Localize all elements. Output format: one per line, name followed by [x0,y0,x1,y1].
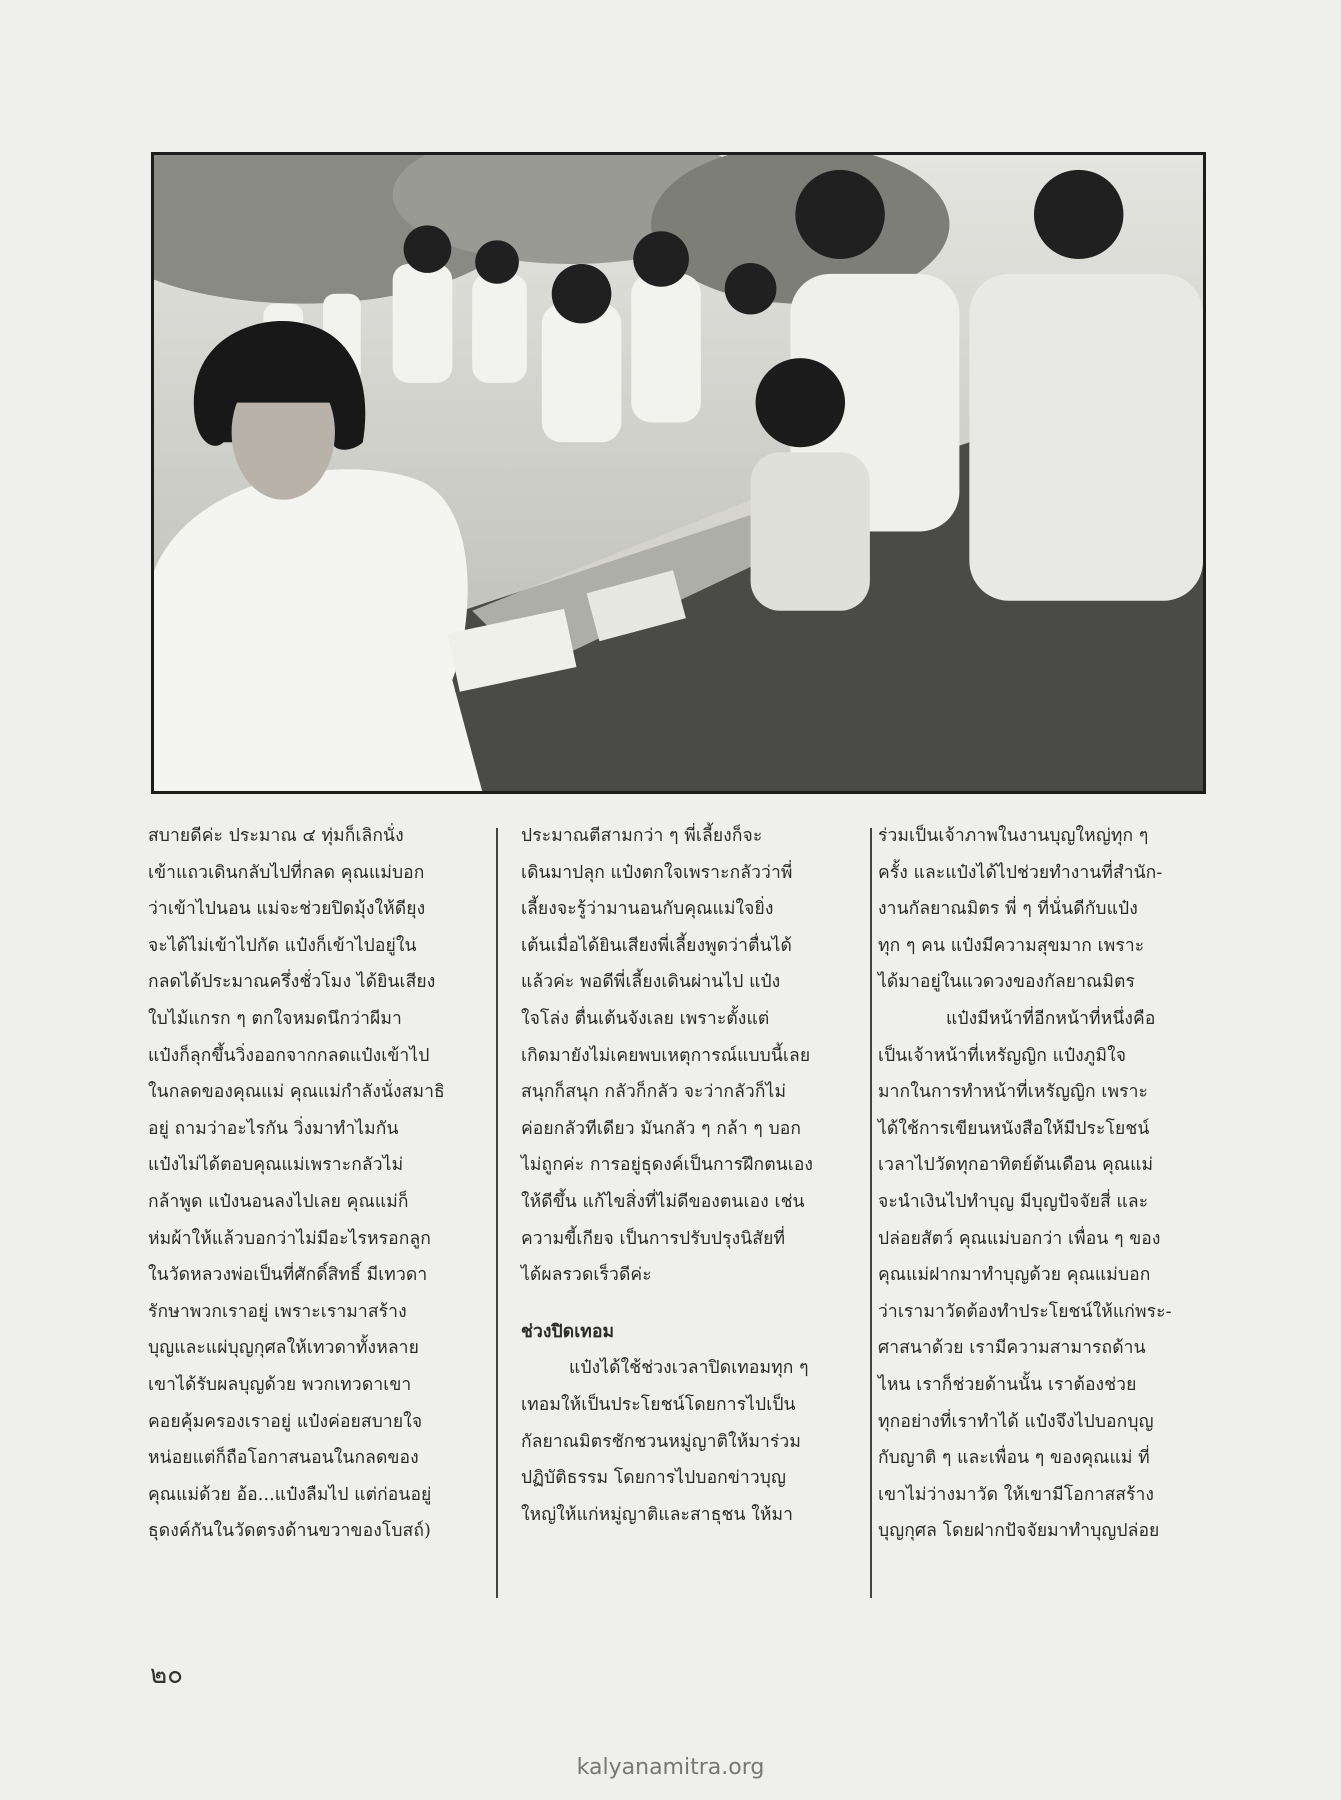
col1-line: อยู่ ถามว่าอะไรกัน วิ่งมาทำไมกัน [148,1118,399,1139]
col2-line: ปฏิบัติธรรม โดยการไปบอกข่าวบุญ [521,1468,787,1489]
col2-line: กัลยาณมิตรชักชวนหมู่ญาติให้มาร่วม [521,1431,801,1452]
col2-line: ใจโล่ง ตื่นเต้นจังเลย เพราะตั้งแต่ [521,1008,770,1029]
col1-line: หน่อยแต่ก็ถือโอกาสนอนในกลดของ [148,1448,419,1469]
col2-line: เทอมให้เป็นประโยชน์โดยการไปเป็น [521,1394,796,1415]
col2-line: เดินมาปลุก แป๋งตกใจเพราะกลัวว่าพี่ [521,862,793,883]
col3-line: ไหน เราก็ช่วยด้านนั้น เราต้องช่วย [878,1374,1137,1395]
footer-url: kalyanamitra.org [576,1755,765,1780]
col1-line: รักษาพวกเราอยู่ เพราะเรามาสร้าง [148,1301,407,1322]
col2-line: ไม่ถูกค่ะ การอยู่ธุดงค์เป็นการฝึกตนเอง [521,1155,814,1176]
col2-line: แล้วค่ะ พอดีพี่เลี้ยงเดินผ่านไป แป๋ง [521,972,781,993]
col2-line: ให้ดีขึ้น แก้ไขสิ่งที่ไม่ดีของตนเอง เช่น [521,1191,805,1212]
col1-line: สบายดีค่ะ ประมาณ ๔ ทุ่มก็เลิกนั่ง [148,826,404,846]
col3-line: ทุกอย่างที่เราทำได้ แป๋งจึงไปบอกบุญ [878,1411,1154,1432]
col1-line: กล้าพูด แป๋งนอนลงไปเลย คุณแม่ก็ [148,1191,409,1212]
col1-line: จะได้ไม่เข้าไปกัด แป๋งก็เข้าไปอยู่ใน [148,935,417,956]
col3-line: ครั้ง และแป๋งได้ไปช่วยทำงานที่สำนัก- [878,862,1163,883]
col3-line: ว่าเรามาวัดต้องทำประโยชน์ให้แก่พระ- [878,1301,1172,1322]
col2-line: แป๋งได้ใช้ช่วงเวลาปิดเทอมทุก ๆ [569,1358,809,1379]
col1-line: เขาได้รับผลบุญด้วย พวกเทวดาเขา [148,1374,412,1395]
col3-line: งานกัลยาณมิตร พี่ ๆ ที่นั่นดีกับแป๋ง [878,899,1138,920]
col3-line: ได้ใช้การเขียนหนังสือให้มีประโยชน์ [878,1118,1150,1139]
col1-line: ว่าเข้าไปนอน แม่จะช่วยปิดมุ้งให้ดียุง [148,899,426,920]
section-heading: ช่วงปิดเทอม [521,1321,615,1342]
col1-line: ในวัดหลวงพ่อเป็นที่ศักดิ์สิทธิ์ มีเทวดา [148,1265,428,1286]
col3-line: เขาไม่ว่างมาวัด ให้เขามีโอกาสสร้าง [878,1484,1155,1505]
col2-line: เกิดมายังไม่เคยพบเหตุการณ์แบบนี้เลย [521,1045,811,1066]
col2-line: ค่อยกลัวทีเดียว มันกลัว ๆ กล้า ๆ บอก [521,1118,802,1139]
col3-line: กับญาติ ๆ และเพื่อน ๆ ของคุณแม่ ที่ [878,1448,1150,1469]
col2-line: สนุกก็สนุก กลัวก็กลัว จะว่ากลัวก็ไม่ [521,1082,787,1103]
photo-illustration [154,155,1203,791]
col3-line: ทุก ๆ คน แป๋งมีความสุขมาก เพราะ [878,935,1145,956]
col2-line: ประมาณตีสามกว่า ๆ พี่เลี้ยงก็จะ [521,826,763,846]
col1-line: ใบไม้แกรก ๆ ตกใจหมดนึกว่าผีมา [148,1008,402,1029]
col2-line: ได้ผลรวดเร็วดีค่ะ [521,1265,652,1286]
col3-line: คุณแม่ฝากมาทำบุญด้วย คุณแม่บอก [878,1265,1151,1286]
col1-line: คุณแม่ด้วย อ้อ...แป๋งลืมไป แต่ก่อนอยู่ [148,1484,432,1505]
col3-line: ร่วมเป็นเจ้าภาพในงานบุญใหญ่ทุก ๆ [878,826,1149,846]
col3-line: ได้มาอยู่ในแวดวงของกัลยาณมิตร [878,972,1135,993]
col2-line: เต้นเมื่อได้ยินเสียงพี่เลี้ยงพูดว่าตื่นได้ [521,935,792,956]
col3-line: บุญกุศล โดยฝากปัจจัยมาทำบุญปล่อย [878,1521,1160,1542]
column-divider [496,828,498,1598]
col1-line: ในกลดของคุณแม่ คุณแม่กำลังนั่งสมาธิ [148,1082,445,1103]
col3-line: เป็นเจ้าหน้าที่เหรัญญิก แป๋งภูมิใจ [878,1045,1127,1066]
col3-line: มากในการทำหน้าที่เหรัญญิก เพราะ [878,1082,1149,1103]
col1-line: บุญและแผ่บุญกุศลให้เทวดาทั้งหลาย [148,1338,419,1359]
col2-line: ใหญ่ให้แก่หมู่ญาติและสาธุชน ให้มา [521,1504,794,1525]
col1-line: คอยคุ้มครองเราอยู่ แป๋งค่อยสบายใจ [148,1411,423,1432]
col2-line: ความขี้เกียจ เป็นการปรับปรุงนิสัยที่ [521,1228,786,1249]
col2-line: เลี้ยงจะรู้ว่ามานอนกับคุณแม่ใจยิ่ง [521,899,774,920]
col3-line: จะนำเงินไปทำบุญ มีบุญปัจจัยสี่ และ [878,1191,1149,1212]
col1-line: เข้าแถวเดินกลับไปที่กลด คุณแม่บอก [148,862,425,883]
column-divider [870,828,872,1598]
col3-line: แป๋งมีหน้าที่อีกหน้าที่หนึ่งคือ [946,1008,1156,1029]
col1-line: ธุดงค์กันในวัดตรงด้านขวาของโบสถ์) [148,1521,431,1542]
col3-line: ปล่อยสัตว์ คุณแม่บอกว่า เพื่อน ๆ ของ [878,1228,1161,1249]
article-photo [151,152,1206,794]
article-columns [148,818,1226,1608]
column-1 [148,818,483,1550]
col3-line: ศาสนาด้วย เรามีความสามารถด้าน [878,1338,1146,1359]
col1-line: ห่มผ้าให้แล้วบอกว่าไม่มีอะไรหรอกลูก [148,1228,431,1249]
col1-line: แป๋งไม่ได้ตอบคุณแม่เพราะกลัวไม่ [148,1155,404,1176]
col1-line: แป๋งก็ลุกขึ้นวิ่งออกจากกลดแป๋งเข้าไป [148,1045,430,1066]
page-number: ๒๐ [150,1660,184,1690]
col3-line: เวลาไปวัดทุกอาทิตย์ต้นเดือน คุณแม่ [878,1155,1154,1176]
col1-line: กลดได้ประมาณครึ่งชั่วโมง ได้ยินเสียง [148,972,436,993]
column-2 [521,818,856,1533]
column-3 [878,818,1213,1550]
